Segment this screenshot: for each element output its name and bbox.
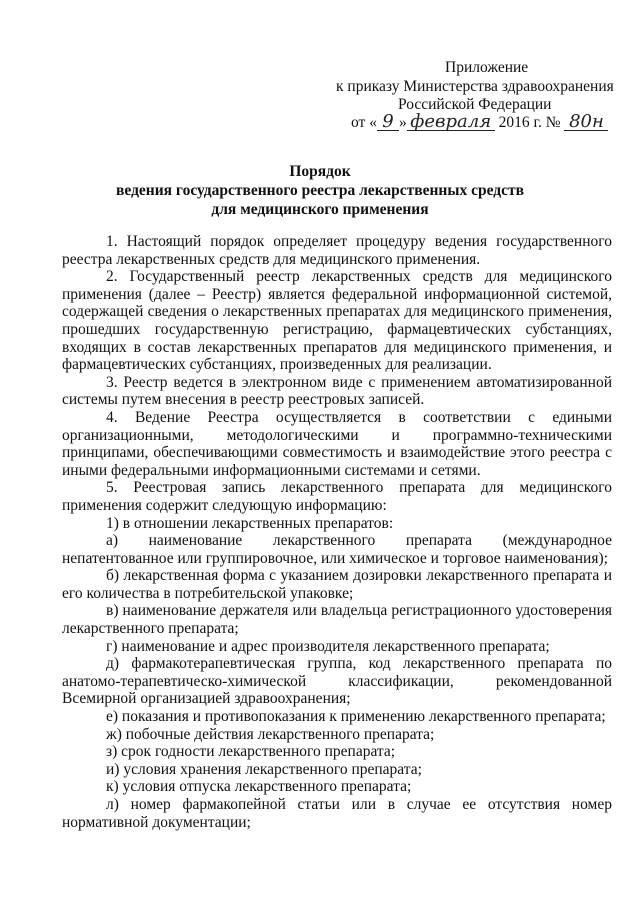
date-prefix: от « bbox=[351, 114, 377, 131]
paragraph: 2. Государственный реестр лекарственных средств для медицинского применения (далее – Реестр) является федеральной информационной системой, содержащей сведения о лекарственных препаратах для медицинского применения, прошедших государственную регистрацию, фармацевтических субстанциях, входящих в состав лекарственных препаратов для медицинского применения, и фармацевтических субстанциях, произведенных для реализации. bbox=[62, 268, 612, 374]
paragraph: з) срок годности лекарственного препарата; bbox=[106, 743, 396, 761]
appendix-title: Приложение bbox=[445, 59, 529, 76]
heading-line-3: для медицинского применения bbox=[211, 201, 429, 218]
paragraph: л) номер фармакопейной статьи или в случае ее отсутствия номер нормативной документации; bbox=[62, 796, 612, 831]
document-heading bbox=[0, 162, 640, 219]
paragraph: е) показания и противопоказания к применению лекарственного препарата; bbox=[106, 708, 606, 726]
paragraph: и) условия хранения лекарственного препарата; bbox=[106, 760, 422, 778]
appendix-federation: Российской Федерации bbox=[398, 96, 552, 113]
date-month: февраля bbox=[407, 113, 495, 131]
paragraph: 1. Настоящий порядок определяет процедуру ведения государственного реестра лекарственных средств для медицинского применения. bbox=[62, 233, 612, 268]
heading-line-2: ведения государственного реестра лекарственных средств bbox=[116, 182, 524, 199]
paragraph: а) наименование лекарственного препарата (международное непатентованное или группировочное, или химическое и торговое наименования); bbox=[62, 532, 612, 567]
paragraph: ж) побочные действия лекарственного препарата; bbox=[106, 725, 435, 743]
paragraph: г) наименование и адрес производителя лекарственного препарата; bbox=[106, 637, 550, 655]
appendix-order-ref: к приказу Министерства здравоохранения bbox=[336, 78, 614, 95]
paragraph: 1) в отношении лекарственных препаратов: bbox=[106, 514, 394, 532]
paragraph: 4. Ведение Реестра осуществляется в соответствии с едиными организационными, методологическими и программно-техническими принципами, обеспечивающими совместимость и взаимодействие этого реестра с иными федеральными информационными системами и сетями. bbox=[62, 408, 612, 479]
paragraph: к) условия отпуска лекарственного препарата; bbox=[106, 778, 412, 796]
date-day: 9 bbox=[377, 113, 399, 131]
document-body bbox=[62, 233, 612, 831]
appendix-date-line bbox=[351, 113, 608, 132]
paragraph: д) фармакотерапевтическая группа, код лекарственного препарата по анатомо-терапевтическо-химической классификации, рекомендованной Всемирной организацией здравоохранения; bbox=[62, 655, 612, 708]
paragraph: 5. Реестровая запись лекарственного препарата для медицинского применения содержит следующую информацию: bbox=[62, 479, 612, 514]
heading-line-1: Порядок bbox=[289, 163, 351, 180]
date-mid: » bbox=[398, 114, 407, 131]
date-year: 2016 г. № bbox=[498, 114, 561, 131]
paragraph: 3. Реестр ведется в электронном виде с применением автоматизированной системы путем внесения в реестр реестровых записей. bbox=[62, 373, 612, 409]
paragraph: б) лекарственная форма с указанием дозировки лекарственного препарата и его количества в потребительской упаковке; bbox=[62, 567, 612, 602]
paragraph: в) наименование держателя или владельца регистрационного удостоверения лекарственного препарата; bbox=[62, 602, 612, 638]
order-number: 80н bbox=[564, 113, 608, 131]
